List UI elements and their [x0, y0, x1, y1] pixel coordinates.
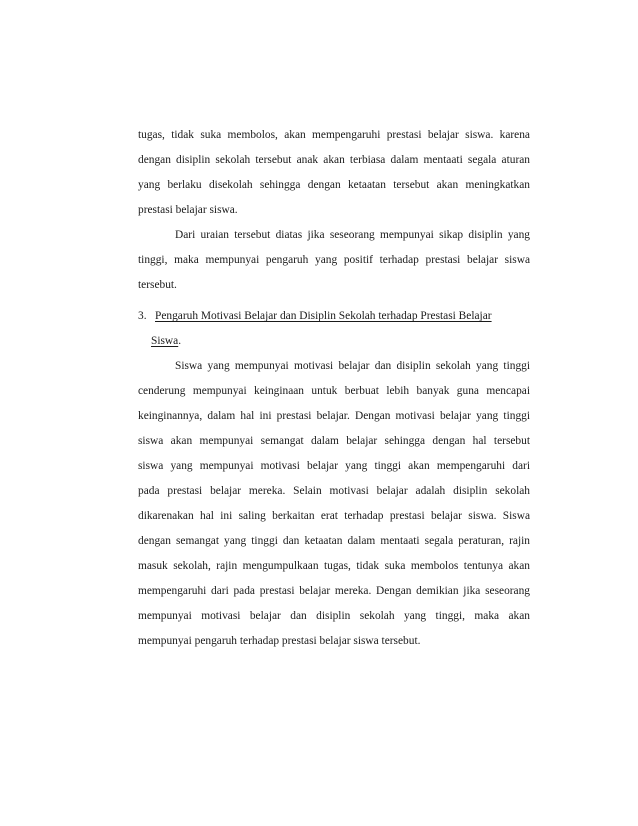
- paragraph-line: keinginannya, dalam hal ini prestasi belajar. Dengan motivasi belajar yang tinggi: [138, 410, 530, 422]
- paragraph-line: prestasi belajar siswa.: [138, 204, 238, 216]
- paragraph-line: siswa akan mempunyai semangat dalam belajar sehingga dengan hal tersebut: [138, 435, 530, 447]
- paragraph-line: tugas, tidak suka membolos, akan mempengaruhi prestasi belajar siswa. karena: [138, 129, 530, 141]
- heading-period: .: [178, 335, 182, 347]
- section-heading: [138, 309, 530, 323]
- paragraph-line: mempengaruhi dari pada prestasi belajar mereka. Dengan demikian jika seseorang: [138, 585, 530, 597]
- heading-title: Pengaruh Motivasi Belajar dan Disiplin Sekolah terhadap Prestasi Belajar: [155, 310, 492, 322]
- heading-number: 3.: [138, 310, 147, 322]
- paragraph-line: Dari uraian tersebut diatas jika seseorang mempunyai sikap disiplin yang: [175, 229, 530, 241]
- paragraph-line: dengan semangat yang tinggi dan ketaatan dalam mentaati segala peraturan, rajin: [138, 535, 530, 547]
- paragraph-line: mempunyai pengaruh terhadap prestasi belajar siswa tersebut.: [138, 635, 421, 647]
- heading-title-cont: Siswa: [151, 335, 179, 347]
- section-heading-cont: [138, 334, 530, 348]
- paragraph-line: Siswa yang mempunyai motivasi belajar dan disiplin sekolah yang tinggi: [175, 360, 530, 372]
- paragraph-line: cenderung mempunyai keinginaan untuk berbuat lebih banyak guna mencapai: [138, 385, 530, 397]
- paragraph-line: siswa yang mempunyai motivasi belajar yang tinggi akan mempengaruhi dari: [138, 460, 530, 472]
- paragraph-line: masuk sekolah, rajin mengumpulkaan tugas, tidak suka membolos tentunya akan: [138, 560, 530, 572]
- paragraph-line: dikarenakan hal ini saling berkaitan erat terhadap prestasi belajar siswa. Siswa: [138, 510, 530, 522]
- paragraph-line: dengan disiplin sekolah tersebut anak akan terbiasa dalam mentaati segala aturan: [138, 154, 530, 166]
- paragraph-line: tersebut.: [138, 279, 177, 291]
- paragraph-line: tinggi, maka mempunyai pengaruh yang positif terhadap prestasi belajar siswa: [138, 254, 530, 266]
- paragraph-line: pada prestasi belajar mereka. Selain motivasi belajar adalah disiplin sekolah: [138, 485, 530, 497]
- paragraph-line: mempunyai motivasi belajar dan disiplin sekolah yang tinggi, maka akan: [138, 610, 530, 622]
- paragraph-line: yang berlaku disekolah sehingga dengan ketaatan tersebut akan meningkatkan: [138, 179, 530, 191]
